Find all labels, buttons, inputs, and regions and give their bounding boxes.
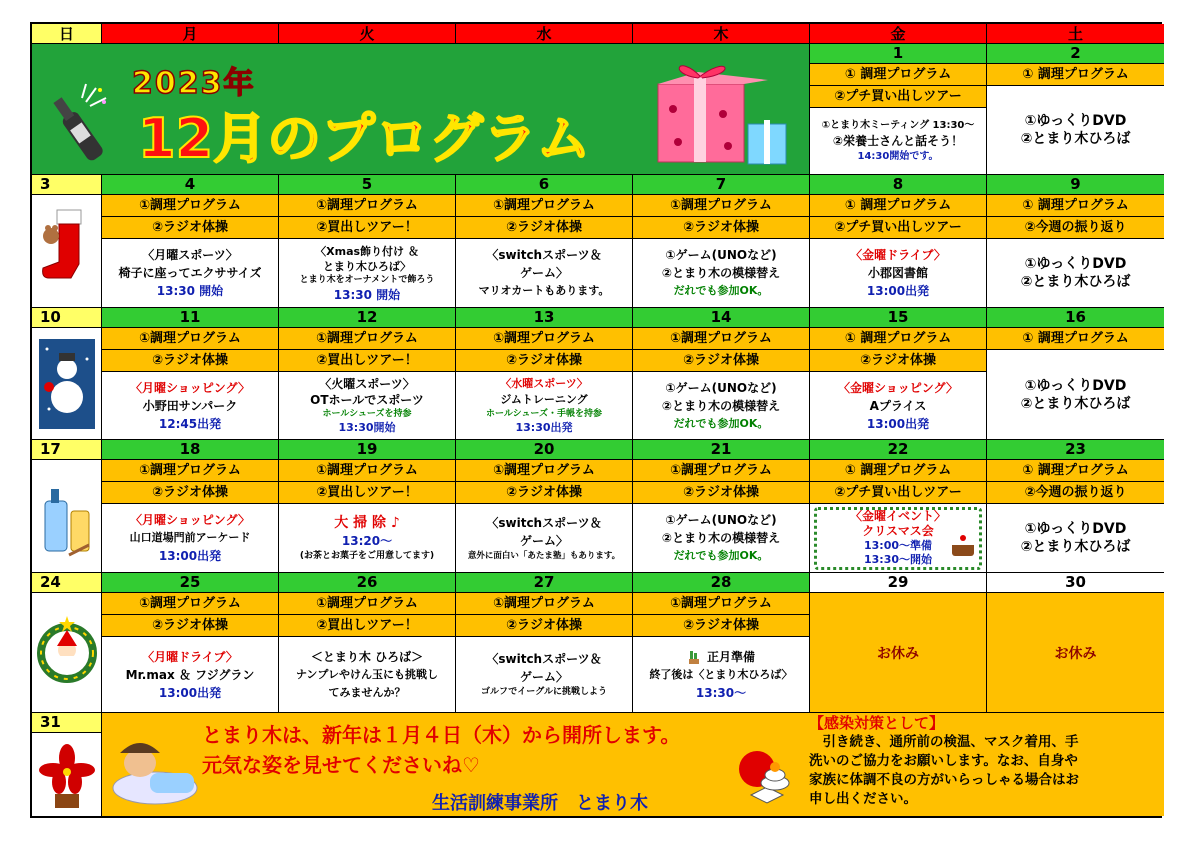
holiday-30: お休み (987, 593, 1164, 713)
activity-11-line1: 〈月曜ショッピング〉 (129, 380, 251, 395)
activity-7-line1: ①ゲーム(UNOなど) (665, 248, 777, 262)
infection-line3: 家族に体調不良の方がいらっしゃる場合はお (809, 772, 1079, 788)
activity-22-line1: 〈金曜イベント〉 (849, 509, 946, 523)
activity-12 (279, 372, 456, 440)
activity-16 (987, 350, 1164, 440)
program-18-a: ①調理プログラム (102, 460, 279, 482)
program-13-b: ②ラジオ体操 (456, 350, 633, 372)
christmas-stocking-icon (39, 206, 95, 296)
activity-5 (279, 239, 456, 308)
activity-21-line2: ②とまり木の模様替え (661, 531, 781, 545)
activity-13-line4: 13:30出発 (515, 421, 573, 434)
activity-18-line1: 〈月曜ショッピング〉 (129, 513, 251, 527)
program-22-a: ① 調理プログラム (810, 460, 987, 482)
activity-27-line3: ゴルフでイーグルに挑戦しよう (480, 687, 607, 697)
activity-20-line3: 意外に面白い「あたま塾」もあります。 (467, 550, 621, 561)
date-16: 16 (987, 308, 1164, 328)
activity-8-line2: 小郡図書館 (867, 266, 928, 280)
title-banner (32, 44, 810, 175)
date-31: 31 (32, 713, 102, 733)
activity-22-line2: クリスマス会 (862, 524, 934, 538)
activity-25-line3: 13:00出発 (158, 685, 222, 700)
activity-14-line2: ②とまり木の模様替え (661, 398, 781, 413)
activity-14-line1: ①ゲーム(UNOなど) (665, 380, 777, 395)
activity-8-line3: 13:00出発 (866, 284, 930, 298)
activity-11-line2: 小野田サンパーク (142, 398, 238, 413)
program-15-b: ②ラジオ体操 (810, 350, 987, 372)
program-4-b: ②ラジオ体操 (102, 217, 279, 239)
santa-wreath-icon (37, 608, 97, 698)
activity-28-line2: 終了後は〈とまり木ひろば〉 (649, 667, 793, 681)
activity-9 (987, 239, 1164, 308)
program-9-a: ① 調理プログラム (987, 195, 1164, 217)
sleeping-person-icon (110, 733, 200, 808)
program-22-b: ②プチ買い出しツアー (810, 482, 987, 504)
program-14-b: ②ラジオ体操 (633, 350, 810, 372)
activity-8-line1: 〈金曜ドライブ〉 (850, 248, 946, 262)
date-18: 18 (102, 440, 279, 460)
program-27-b: ②ラジオ体操 (456, 615, 633, 637)
activity-11-line3: 12:45出発 (158, 416, 222, 431)
activity-25-line1: 〈月曜ドライブ〉 (142, 649, 238, 664)
program-6-a: ①調理プログラム (456, 195, 633, 217)
activity-1-line2: ②栄養士さんと話そう！ (832, 134, 964, 148)
sunday-pic-17 (32, 460, 102, 573)
infection-title: 【感染対策として】 (809, 714, 945, 732)
activity-9-line2: ②とまり木ひろば (1020, 274, 1131, 290)
date-29: 29 (810, 573, 987, 593)
header-sun: 日 (32, 24, 102, 44)
activity-1-line1: ①とまり木ミーティング 13:30～ (821, 120, 975, 131)
snowman-icon (39, 339, 95, 429)
activity-5-line4: 13:30 開始 (333, 287, 401, 302)
program-15-a: ① 調理プログラム (810, 328, 987, 350)
program-12-b: ②買出しツアー！ (279, 350, 456, 372)
activity-18-line3: 13:00出発 (158, 549, 222, 563)
program-23-a: ① 調理プログラム (987, 460, 1164, 482)
date-9: 9 (987, 175, 1164, 195)
activity-5-line1: 〈Xmas飾り付け ＆ (315, 244, 419, 258)
activity-27-line2: ゲーム〉 (519, 670, 568, 684)
program-16-a: ① 調理プログラム (987, 328, 1164, 350)
program-26-a: ①調理プログラム (279, 593, 456, 615)
program-1-b: ②プチ買い出しツアー (810, 86, 987, 108)
header-thu: 木 (633, 24, 810, 44)
activity-12-line2: OTホールでスポーツ (310, 393, 424, 407)
activity-19-line1: 大 掃 除 ♪ (334, 514, 400, 531)
program-7-b: ②ラジオ体操 (633, 217, 810, 239)
activity-19-line2: 13:20～ (341, 533, 393, 548)
program-2-a: ① 調理プログラム (987, 64, 1164, 86)
activity-22-line3: 13:00～準備 (863, 539, 932, 552)
activity-28-line3: 13:30～ (695, 685, 747, 700)
activity-2-line2: ②とまり木ひろば (1020, 131, 1131, 147)
activity-7-line2: ②とまり木の模様替え (661, 266, 781, 280)
banner-year: 2023年 (132, 66, 256, 101)
activity-23-line2: ②とまり木ひろば (1020, 539, 1131, 555)
date-2: 2 (987, 44, 1164, 64)
date-4: 4 (102, 175, 279, 195)
sunday-pic-3 (32, 195, 102, 308)
date-27: 27 (456, 573, 633, 593)
activity-28 (633, 637, 810, 713)
program-28-b: ②ラジオ体操 (633, 615, 810, 637)
activity-18 (102, 504, 279, 573)
program-5-a: ①調理プログラム (279, 195, 456, 217)
champagne-icon (46, 82, 108, 174)
sunday-pic-24 (32, 593, 102, 713)
program-1-a: ① 調理プログラム (810, 64, 987, 86)
date-21: 21 (633, 440, 810, 460)
program-11-b: ②ラジオ体操 (102, 350, 279, 372)
date-20: 20 (456, 440, 633, 460)
activity-22-line4: 13:30～開始 (863, 553, 932, 566)
date-30: 30 (987, 573, 1164, 593)
program-25-b: ②ラジオ体操 (102, 615, 279, 637)
infection-line1: 引き続き、通所前の検温、マスク着用、手 (809, 734, 1079, 750)
activity-4-line1: 〈月曜スポーツ〉 (142, 248, 238, 262)
date-28: 28 (633, 573, 810, 593)
activity-11 (102, 372, 279, 440)
activity-26-line3: てみませんか？ (328, 685, 406, 699)
activity-19-line3: (お茶とお菓子をご用意してます) (299, 550, 435, 561)
activity-27 (456, 637, 633, 713)
header-wed: 水 (456, 24, 633, 44)
date-1: 1 (810, 44, 987, 64)
activity-6-line3: マリオカートもあります。 (478, 284, 610, 297)
activity-28-line1: 正月準備 (706, 649, 755, 664)
cake-icon (948, 530, 978, 560)
activity-15-line2: Aプライス (869, 398, 927, 413)
activity-23 (987, 504, 1164, 573)
activity-2-line1: ①ゆっくりDVD (1024, 113, 1127, 129)
date-24: 24 (32, 573, 102, 593)
sunday-pic-10 (32, 328, 102, 440)
program-6-b: ②ラジオ体操 (456, 217, 633, 239)
date-10: 10 (32, 308, 102, 328)
activity-6-line1: 〈switchスポーツ＆ (486, 248, 602, 262)
activity-26 (279, 637, 456, 713)
activity-5-line3: とまり木をオーナメントで飾ろう (299, 274, 435, 285)
activity-15-line1: 〈金曜ショッピング〉 (837, 380, 959, 395)
activity-14-line3: だれでも参加OK。 (673, 416, 769, 430)
program-9-b: ②今週の振り返り (987, 217, 1164, 239)
program-8-a: ① 調理プログラム (810, 195, 987, 217)
program-7-a: ①調理プログラム (633, 195, 810, 217)
program-25-a: ①調理プログラム (102, 593, 279, 615)
date-14: 14 (633, 308, 810, 328)
program-28-a: ①調理プログラム (633, 593, 810, 615)
notice-area (102, 713, 1164, 816)
activity-20-line2: ゲーム〉 (519, 533, 568, 548)
activity-6 (456, 239, 633, 308)
infection-line2: 洗いのご協力をお願いします。なお、自身や (809, 753, 1078, 769)
program-5-b: ②買出しツアー！ (279, 217, 456, 239)
date-3: 3 (32, 175, 102, 195)
activity-15 (810, 372, 987, 440)
activity-12-line1: 〈火曜スポーツ〉 (319, 377, 415, 391)
header-tue: 火 (279, 24, 456, 44)
program-20-a: ①調理プログラム (456, 460, 633, 482)
activity-7-line3: だれでも参加OK。 (673, 284, 769, 297)
program-4-a: ①調理プログラム (102, 195, 279, 217)
date-11: 11 (102, 308, 279, 328)
date-6: 6 (456, 175, 633, 195)
activity-27-line1: 〈switchスポーツ＆ (486, 652, 602, 666)
calendar (30, 22, 1162, 818)
activity-13-line3: ホールシューズ・手帳を持参 (486, 409, 602, 419)
activity-6-line2: ゲーム〉 (519, 266, 568, 280)
banner-title: 12月のプログラム (138, 107, 591, 170)
cleaning-supplies-icon (39, 471, 95, 561)
program-21-b: ②ラジオ体操 (633, 482, 810, 504)
notice-line1: とまり木は、新年は１月４日（木）から開所します。 (202, 723, 681, 747)
gift-box-icon (648, 54, 798, 169)
holiday-29: お休み (810, 593, 987, 713)
date-19: 19 (279, 440, 456, 460)
date-26: 26 (279, 573, 456, 593)
infection-line4: 申し出ください。 (809, 791, 917, 807)
header-mon: 月 (102, 24, 279, 44)
header-fri: 金 (810, 24, 987, 44)
activity-23-line1: ①ゆっくりDVD (1024, 521, 1127, 537)
activity-22 (810, 504, 987, 573)
activity-7 (633, 239, 810, 308)
date-12: 12 (279, 308, 456, 328)
date-8: 8 (810, 175, 987, 195)
activity-13 (456, 372, 633, 440)
program-8-b: ②プチ買い出しツアー (810, 217, 987, 239)
activity-16-line2: ②とまり木ひろば (1020, 395, 1131, 412)
activity-20-line1: 〈switchスポーツ＆ (486, 515, 602, 530)
activity-25 (102, 637, 279, 713)
activity-2 (987, 86, 1164, 175)
organization-name: 生活訓練事業所 とまり木 (432, 793, 648, 814)
activity-13-line1: 〈水曜スポーツ〉 (500, 377, 588, 390)
program-13-a: ①調理プログラム (456, 328, 633, 350)
activity-4 (102, 239, 279, 308)
date-5: 5 (279, 175, 456, 195)
activity-21 (633, 504, 810, 573)
program-12-a: ①調理プログラム (279, 328, 456, 350)
activity-21-line3: だれでも参加OK。 (673, 549, 769, 562)
sunday-pic-31 (32, 733, 102, 816)
date-17: 17 (32, 440, 102, 460)
activity-26-line1: ＜とまり木 ひろば＞ (310, 649, 424, 664)
activity-15-line3: 13:00出発 (866, 416, 930, 431)
activity-26-line2: ナンプレやけん玉にも挑戦し (295, 667, 438, 681)
activity-14 (633, 372, 810, 440)
date-15: 15 (810, 308, 987, 328)
program-18-b: ②ラジオ体操 (102, 482, 279, 504)
activity-1-line3: 14:30開始です。 (857, 151, 939, 162)
activity-8 (810, 239, 987, 308)
program-20-b: ②ラジオ体操 (456, 482, 633, 504)
program-19-b: ②買出しツアー！ (279, 482, 456, 504)
date-13: 13 (456, 308, 633, 328)
date-25: 25 (102, 573, 279, 593)
activity-12-line3: ホールシューズを持参 (322, 409, 412, 419)
program-26-b: ②買出しツアー！ (279, 615, 456, 637)
activity-9-line1: ①ゆっくりDVD (1024, 256, 1127, 272)
kagami-mochi-icon (737, 749, 799, 813)
program-19-a: ①調理プログラム (279, 460, 456, 482)
poinsettia-icon (39, 740, 95, 810)
activity-25-line2: Mr.max ＆ フジグラン (125, 667, 255, 682)
activity-12-line4: 13:30開始 (338, 421, 396, 434)
activity-18-line2: 山口道場門前アーケード (129, 531, 251, 544)
activity-16-line1: ①ゆっくりDVD (1024, 377, 1127, 394)
activity-20 (456, 504, 633, 573)
date-22: 22 (810, 440, 987, 460)
program-14-a: ①調理プログラム (633, 328, 810, 350)
kadomatsu-icon (687, 649, 703, 665)
date-7: 7 (633, 175, 810, 195)
activity-4-line3: 13:30 開始 (156, 284, 224, 298)
activity-13-line2: ジムトレーニング (500, 393, 588, 406)
program-27-a: ①調理プログラム (456, 593, 633, 615)
activity-5-line2: とまり木ひろば〉 (322, 259, 412, 273)
date-23: 23 (987, 440, 1164, 460)
program-23-b: ②今週の振り返り (987, 482, 1164, 504)
infection-notice (809, 713, 1159, 809)
activity-4-line2: 椅子に座ってエクササイズ (118, 266, 262, 280)
activity-19 (279, 504, 456, 573)
notice-line2: 元気な姿を見せてくださいね♡ (202, 753, 480, 777)
header-sat: 土 (987, 24, 1164, 44)
program-11-a: ①調理プログラム (102, 328, 279, 350)
activity-1 (810, 108, 987, 175)
program-21-a: ①調理プログラム (633, 460, 810, 482)
activity-21-line1: ①ゲーム(UNOなど) (665, 513, 777, 527)
